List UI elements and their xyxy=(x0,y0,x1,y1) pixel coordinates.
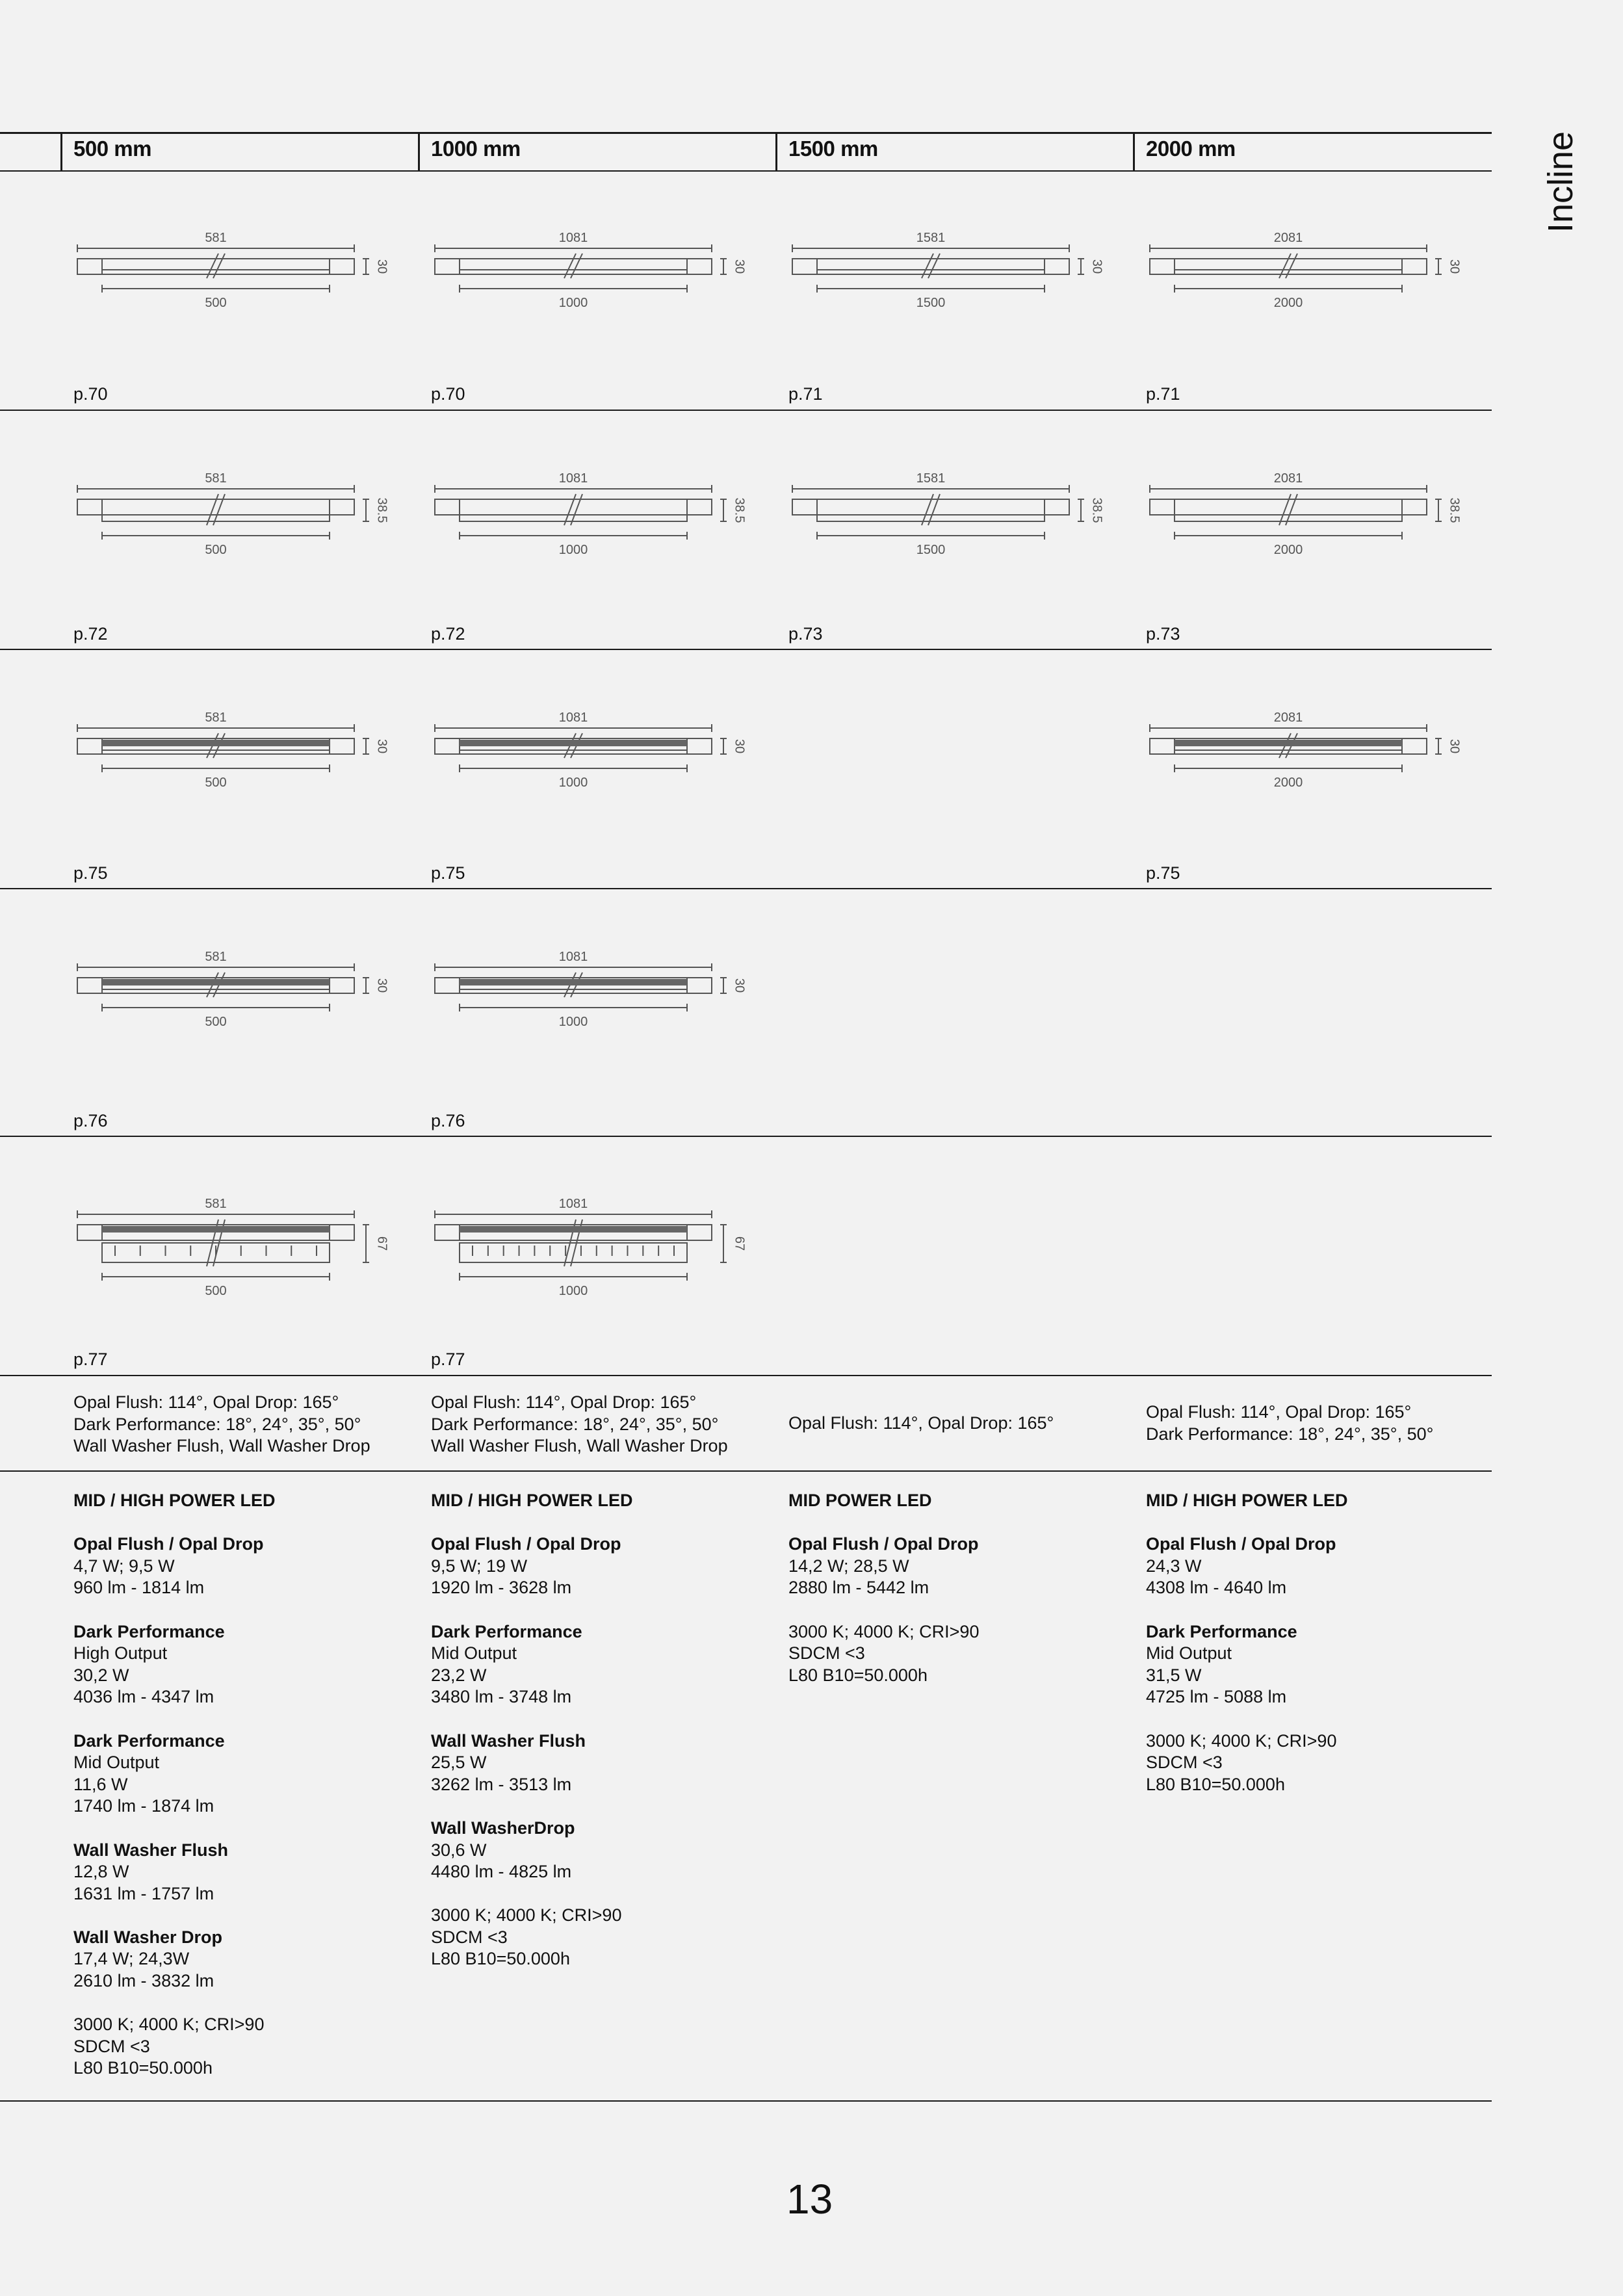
column-divider xyxy=(1133,132,1135,172)
optics-line: Dark Performance: 18°, 24°, 35°, 50° xyxy=(73,1415,361,1434)
end-cap xyxy=(1402,499,1427,515)
dimension-height-label: 30 xyxy=(374,259,389,274)
dimension-total-label: 581 xyxy=(205,471,227,486)
column-header-1500: 1500 mm xyxy=(788,137,878,161)
dimension-length-label: 1500 xyxy=(916,296,946,310)
end-cap xyxy=(1045,499,1069,515)
spec-line: L80 B10=50.000h xyxy=(73,2058,213,2078)
column-divider xyxy=(418,132,420,172)
luminaire-drawing xyxy=(73,462,411,592)
row-rule xyxy=(0,1470,1492,1472)
dimension-length-label: 2000 xyxy=(1273,296,1303,310)
row-rule xyxy=(0,649,1492,650)
dimension-height-label: 30 xyxy=(1447,259,1462,274)
spec-heading: Dark Performance xyxy=(1146,1621,1297,1641)
spec-line xyxy=(431,1599,769,1621)
dimension-height-label: 30 xyxy=(732,259,747,274)
optics-line: Dark Performance: 18°, 24°, 35°, 50° xyxy=(1146,1424,1434,1444)
table-bottom-rule xyxy=(0,2100,1492,2102)
luminaire-drawing-cell xyxy=(431,940,769,1083)
end-cap xyxy=(77,1225,102,1240)
row-rule xyxy=(0,1375,1492,1376)
spec-line: 4480 lm - 4825 lm xyxy=(431,1862,572,1882)
spec-line: L80 B10=50.000h xyxy=(788,1665,928,1685)
optics-line: Opal Flush: 114°, Opal Drop: 165° xyxy=(1146,1402,1412,1422)
column-divider xyxy=(60,132,62,172)
end-cap xyxy=(1402,738,1427,754)
spec-heading: MID / HIGH POWER LED xyxy=(73,1491,276,1510)
dimension-total-label: 1081 xyxy=(558,471,588,486)
end-cap xyxy=(330,499,354,515)
spec-line xyxy=(788,1512,1126,1534)
spec-line: 2880 lm - 5442 lm xyxy=(788,1578,929,1598)
optics-line: Wall Washer Flush, Wall Washer Drop xyxy=(431,1436,728,1455)
dimension-length-label: 1000 xyxy=(558,1284,588,1298)
spec-line: Mid Output xyxy=(73,1753,160,1773)
dimension-height-label: 38.5 xyxy=(1447,497,1462,523)
end-cap xyxy=(687,259,712,274)
spec-line xyxy=(73,1992,411,2015)
header-bottom-rule xyxy=(0,170,1492,172)
spec-line: 2610 lm - 3832 lm xyxy=(73,1971,214,1991)
row-rule xyxy=(0,1136,1492,1137)
technical-specs xyxy=(1146,1490,1484,1795)
optics-line: Wall Washer Flush, Wall Washer Drop xyxy=(73,1436,370,1455)
dark-optic-strip xyxy=(460,1226,687,1233)
spec-line xyxy=(1146,1599,1484,1621)
spec-line: 25,5 W xyxy=(431,1753,487,1773)
luminaire-drawing-cell xyxy=(73,221,411,364)
end-cap xyxy=(792,259,817,274)
spec-line xyxy=(431,1795,769,1818)
spec-heading: Dark Performance xyxy=(431,1621,582,1641)
dimension-length-label: 1000 xyxy=(558,776,588,790)
spec-line xyxy=(1146,1708,1484,1730)
luminaire-drawing-cell xyxy=(431,701,769,844)
end-cap xyxy=(330,738,354,754)
column-header-500: 500 mm xyxy=(73,137,151,161)
dimension-total-label: 2081 xyxy=(1273,231,1303,245)
dimension-height-label: 30 xyxy=(1447,738,1462,754)
spec-line: 1920 lm - 3628 lm xyxy=(431,1578,572,1598)
dimension-height-label: 38.5 xyxy=(1089,497,1104,523)
spec-line: 3000 K; 4000 K; CRI>90 xyxy=(431,1905,622,1925)
spec-line: 23,2 W xyxy=(431,1665,487,1685)
dark-optic-strip xyxy=(102,740,330,746)
end-cap xyxy=(435,1225,460,1240)
dimension-length-label: 500 xyxy=(205,543,227,557)
dimension-total-label: 1581 xyxy=(916,231,946,245)
dimension-total-label: 1081 xyxy=(558,950,588,964)
spec-heading: Opal Flush / Opal Drop xyxy=(788,1534,979,1554)
dimension-length-label: 2000 xyxy=(1273,776,1303,790)
spec-line: 24,3 W xyxy=(1146,1556,1202,1576)
luminaire-drawing xyxy=(431,462,769,592)
dimension-height-label: 38.5 xyxy=(374,497,389,523)
spec-line xyxy=(73,1512,411,1534)
spec-line: 4725 lm - 5088 lm xyxy=(1146,1687,1287,1707)
spec-line: 4,7 W; 9,5 W xyxy=(73,1556,175,1576)
spec-line xyxy=(431,1883,769,1905)
wall-washer-lens xyxy=(460,1243,687,1262)
dimension-total-label: 581 xyxy=(205,231,227,245)
luminaire-drawing xyxy=(73,1187,411,1343)
dark-optic-strip xyxy=(460,979,687,985)
page-reference: p.71 xyxy=(1146,384,1180,404)
luminaire-drawing-cell xyxy=(431,462,769,605)
page-reference: p.72 xyxy=(73,624,108,644)
luminaire-drawing xyxy=(1146,462,1484,592)
spec-line xyxy=(1146,1512,1484,1534)
dimension-length-label: 1500 xyxy=(916,543,946,557)
page-reference: p.76 xyxy=(73,1111,108,1130)
spec-line: 14,2 W; 28,5 W xyxy=(788,1556,909,1576)
dimension-length-label: 1000 xyxy=(558,543,588,557)
spec-line: 17,4 W; 24,3W xyxy=(73,1949,190,1969)
luminaire-drawing xyxy=(73,940,411,1070)
spec-heading: Opal Flush / Opal Drop xyxy=(73,1534,264,1554)
dimension-total-label: 1081 xyxy=(558,711,588,725)
end-cap xyxy=(77,738,102,754)
spec-heading: Wall Washer Drop xyxy=(73,1927,223,1947)
spec-line: 30,2 W xyxy=(73,1665,129,1685)
spec-line: 3262 lm - 3513 lm xyxy=(431,1774,572,1794)
spec-heading: Dark Performance xyxy=(73,1730,225,1751)
luminaire-drawing-cell xyxy=(1146,701,1484,844)
spec-heading: Wall WasherDrop xyxy=(431,1818,575,1838)
luminaire-drawing xyxy=(1146,701,1484,831)
spec-heading: Opal Flush / Opal Drop xyxy=(431,1534,621,1554)
dark-optic-strip xyxy=(460,740,687,746)
page-reference: p.72 xyxy=(431,624,465,644)
optics-line: Dark Performance: 18°, 24°, 35°, 50° xyxy=(431,1415,719,1434)
luminaire-drawing-cell xyxy=(431,221,769,364)
spec-heading: MID POWER LED xyxy=(788,1491,932,1510)
end-cap xyxy=(77,259,102,274)
spec-heading: Dark Performance xyxy=(73,1621,225,1641)
column-header-2000: 2000 mm xyxy=(1146,137,1236,161)
page-reference: p.75 xyxy=(73,863,108,883)
luminaire-drawing xyxy=(431,221,769,351)
page-number: 13 xyxy=(786,2176,833,2223)
dimension-height-label: 38.5 xyxy=(732,497,747,523)
dimension-total-label: 1081 xyxy=(558,231,588,245)
luminaire-drawing xyxy=(788,221,1126,351)
page-reference: p.70 xyxy=(431,384,465,404)
dimension-height-label: 30 xyxy=(374,978,389,993)
spec-line: 3000 K; 4000 K; CRI>90 xyxy=(73,2015,265,2035)
spec-line: 12,8 W xyxy=(73,1862,129,1882)
dimension-height-label: 30 xyxy=(732,738,747,754)
end-cap xyxy=(330,978,354,993)
luminaire-drawing-cell xyxy=(73,462,411,605)
row-rule xyxy=(0,410,1492,411)
luminaire-drawing-cell xyxy=(73,1187,411,1330)
column-header-1000: 1000 mm xyxy=(431,137,521,161)
spec-line: 3000 K; 4000 K; CRI>90 xyxy=(788,1621,980,1641)
end-cap xyxy=(1150,259,1175,274)
end-cap xyxy=(687,738,712,754)
end-cap xyxy=(687,978,712,993)
luminaire-drawing xyxy=(431,701,769,831)
dimension-height-label: 30 xyxy=(732,978,747,993)
page-reference: p.73 xyxy=(1146,624,1180,644)
luminaire-drawing-cell xyxy=(788,221,1126,364)
luminaire-drawing xyxy=(788,462,1126,592)
dimension-length-label: 500 xyxy=(205,296,227,310)
luminaire-drawing-cell xyxy=(788,462,1126,605)
dimension-total-label: 1581 xyxy=(916,471,946,486)
spec-line: Mid Output xyxy=(431,1643,517,1663)
end-cap xyxy=(435,738,460,754)
optics-line: Opal Flush: 114°, Opal Drop: 165° xyxy=(73,1392,339,1412)
technical-specs xyxy=(788,1490,1126,1686)
page-reference: p.77 xyxy=(73,1350,108,1369)
technical-specs xyxy=(73,1490,411,2080)
optics-line: Opal Flush: 114°, Opal Drop: 165° xyxy=(431,1392,697,1412)
dark-optic-strip xyxy=(1175,740,1402,746)
dimension-length-label: 2000 xyxy=(1273,543,1303,557)
page-reference: p.71 xyxy=(788,384,823,404)
spec-line: 11,6 W xyxy=(73,1774,128,1794)
end-cap xyxy=(77,499,102,515)
end-cap xyxy=(330,1225,354,1240)
dimension-total-label: 1081 xyxy=(558,1197,588,1211)
luminaire-drawing-cell xyxy=(1146,462,1484,605)
spec-line: L80 B10=50.000h xyxy=(1146,1774,1285,1794)
spec-heading: MID / HIGH POWER LED xyxy=(1146,1491,1348,1510)
spec-line: L80 B10=50.000h xyxy=(431,1949,570,1969)
spec-line: SDCM <3 xyxy=(73,2036,150,2056)
spec-heading: MID / HIGH POWER LED xyxy=(431,1491,633,1510)
column-divider xyxy=(775,132,777,172)
spec-line: 9,5 W; 19 W xyxy=(431,1556,528,1576)
spec-line: 1740 lm - 1874 lm xyxy=(73,1796,214,1816)
luminaire-drawing xyxy=(1146,221,1484,351)
optics-line: Opal Flush: 114°, Opal Drop: 165° xyxy=(788,1413,1054,1433)
luminaire-drawing-cell xyxy=(1146,221,1484,364)
dimension-height-label: 67 xyxy=(374,1236,389,1251)
luminaire-drawing-cell xyxy=(73,701,411,844)
end-cap xyxy=(687,499,712,515)
spec-line: 4308 lm - 4640 lm xyxy=(1146,1578,1287,1598)
page-reference: p.70 xyxy=(73,384,108,404)
spec-heading: Opal Flush / Opal Drop xyxy=(1146,1534,1336,1554)
luminaire-drawing-cell xyxy=(73,940,411,1083)
end-cap xyxy=(1150,499,1175,515)
end-cap xyxy=(1402,259,1427,274)
dimension-total-label: 2081 xyxy=(1273,471,1303,486)
spec-line: 960 lm - 1814 lm xyxy=(73,1578,205,1598)
dimension-length-label: 500 xyxy=(205,1284,227,1298)
brand-title: Incline xyxy=(1541,131,1580,233)
dimension-height-label: 30 xyxy=(1089,259,1104,274)
end-cap xyxy=(435,499,460,515)
table-top-rule xyxy=(0,132,1492,134)
end-cap xyxy=(330,259,354,274)
technical-specs xyxy=(431,1490,769,1970)
dark-optic-strip xyxy=(102,979,330,985)
spec-line: Mid Output xyxy=(1146,1643,1232,1663)
spec-line: 31,5 W xyxy=(1146,1665,1202,1685)
end-cap xyxy=(77,978,102,993)
end-cap xyxy=(435,259,460,274)
spec-line: 1631 lm - 1757 lm xyxy=(73,1883,214,1903)
luminaire-drawing xyxy=(73,701,411,831)
spec-line xyxy=(73,1818,411,1840)
spec-line: SDCM <3 xyxy=(1146,1753,1223,1773)
luminaire-drawing xyxy=(73,221,411,351)
dimension-length-label: 500 xyxy=(205,1015,227,1029)
luminaire-drawing xyxy=(431,1187,769,1343)
dimension-length-label: 1000 xyxy=(558,296,588,310)
spec-line: 3000 K; 4000 K; CRI>90 xyxy=(1146,1730,1337,1751)
end-cap xyxy=(792,499,817,515)
end-cap xyxy=(1045,259,1069,274)
luminaire-drawing xyxy=(431,940,769,1070)
dark-optic-strip xyxy=(102,1226,330,1233)
spec-line xyxy=(73,1905,411,1927)
dimension-total-label: 581 xyxy=(205,711,227,725)
dimension-height-label: 30 xyxy=(374,738,389,754)
spec-line xyxy=(73,1708,411,1730)
spec-line: SDCM <3 xyxy=(431,1927,508,1947)
end-cap xyxy=(687,1225,712,1240)
page-reference: p.75 xyxy=(1146,863,1180,883)
spec-line xyxy=(73,1599,411,1621)
dimension-total-label: 2081 xyxy=(1273,711,1303,725)
spec-line xyxy=(431,1708,769,1730)
spec-line xyxy=(788,1599,1126,1621)
end-cap xyxy=(435,978,460,993)
spec-line: 4036 lm - 4347 lm xyxy=(73,1687,214,1707)
spec-line xyxy=(431,1512,769,1534)
spec-line: SDCM <3 xyxy=(788,1643,865,1663)
row-rule xyxy=(0,888,1492,889)
page-reference: p.76 xyxy=(431,1111,465,1130)
spec-line: 3480 lm - 3748 lm xyxy=(431,1687,572,1707)
dimension-length-label: 1000 xyxy=(558,1015,588,1029)
end-cap xyxy=(1150,738,1175,754)
spec-line: 30,6 W xyxy=(431,1840,487,1860)
page-reference: p.75 xyxy=(431,863,465,883)
page-reference: p.73 xyxy=(788,624,823,644)
luminaire-drawing-cell xyxy=(431,1187,769,1330)
dimension-height-label: 67 xyxy=(732,1236,747,1251)
spec-line: High Output xyxy=(73,1643,168,1663)
dimension-length-label: 500 xyxy=(205,776,227,790)
dimension-total-label: 581 xyxy=(205,1197,227,1211)
spec-heading: Wall Washer Flush xyxy=(73,1840,229,1860)
spec-heading: Wall Washer Flush xyxy=(431,1730,586,1751)
dimension-total-label: 581 xyxy=(205,950,227,964)
page-reference: p.77 xyxy=(431,1350,465,1369)
